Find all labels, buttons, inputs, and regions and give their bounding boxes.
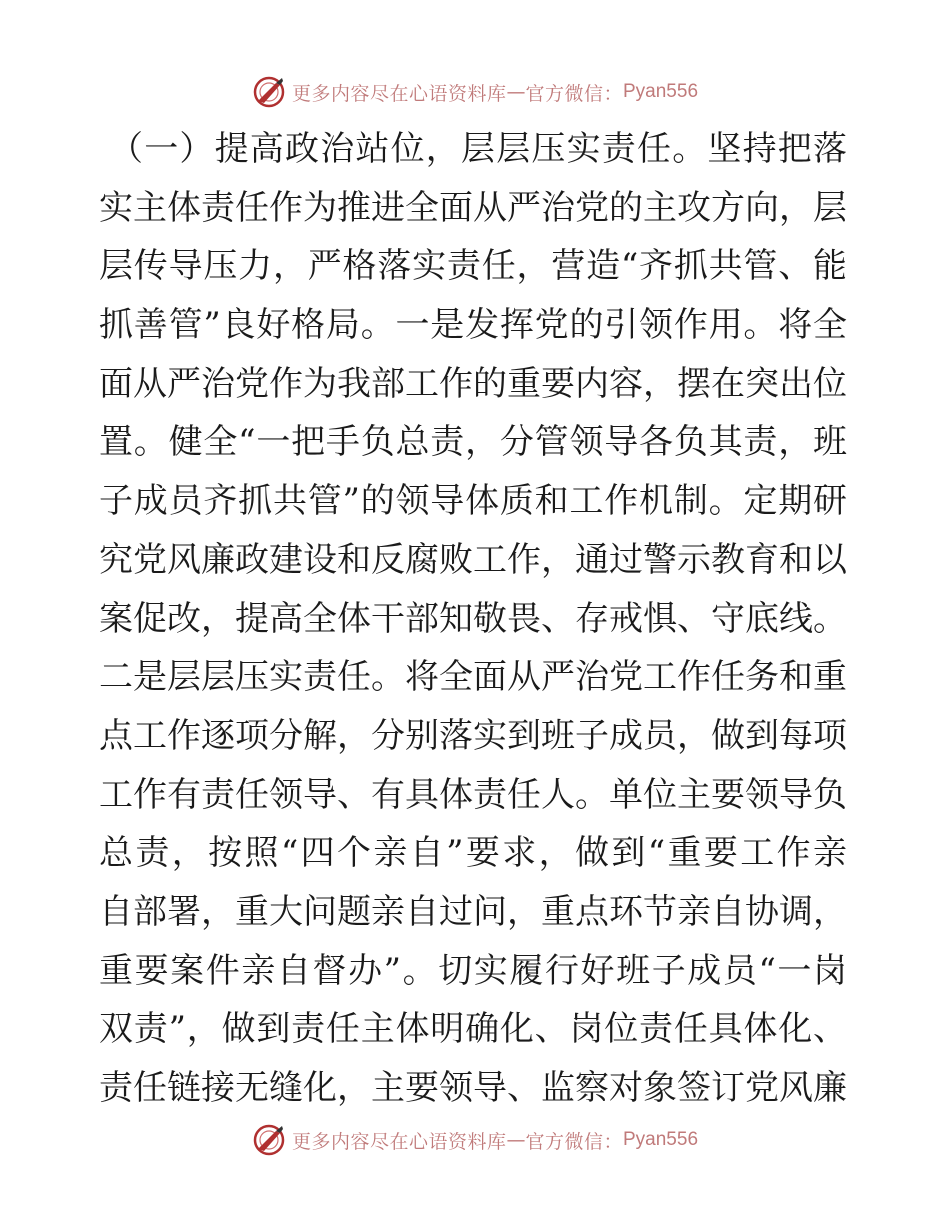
footer-contact-id: Pyan556 xyxy=(623,1129,699,1150)
header-contact-label: 官方微信： xyxy=(525,82,623,105)
footer-contact-label: 官方微信： xyxy=(525,1130,623,1153)
header-promo-text: 更多内容尽在心语资料库 xyxy=(291,82,507,105)
header-separator: — xyxy=(506,81,526,103)
header-banner xyxy=(0,72,950,112)
body-line: 自部署，重大问题亲自过问，重点环节亲自协调， xyxy=(99,891,847,932)
body-line: 工作有责任领导、有具体责任人。单位主要领导负 xyxy=(99,774,847,815)
header-banner-inner xyxy=(252,75,698,109)
body-line: 责任链接无缝化，主要领导、监察对象签订党风廉 xyxy=(99,1068,847,1108)
body-line: （一）提高政治站位，层层压实责任。坚持把落 xyxy=(109,129,847,169)
body-line: 抓善管”良好格局。一是发挥党的引领作用。将全 xyxy=(99,305,847,346)
body-line: 面从严治党作为我部工作的重要内容，摆在突出位 xyxy=(99,363,847,404)
body-line: 重要案件亲自督办”。切实履行好班子成员“一岗 xyxy=(99,950,847,991)
footer-promo-text: 更多内容尽在心语资料库 xyxy=(291,1130,507,1153)
body-line: 子成员齐抓共管”的领导体质和工作机制。定期研 xyxy=(99,481,847,522)
header-contact-id: Pyan556 xyxy=(623,81,699,102)
body-line: 实主体责任作为推进全面从严治党的主攻方向，层 xyxy=(99,187,847,228)
footer-banner-inner xyxy=(252,1123,698,1157)
pen-logo-icon xyxy=(252,1123,286,1157)
footer-banner xyxy=(0,1120,950,1160)
document-body xyxy=(99,120,847,1118)
body-line: 置。健全“一把手负总责，分管领导各负其责，班 xyxy=(99,422,847,463)
pen-logo-icon xyxy=(252,75,286,109)
footer-separator: — xyxy=(506,1129,526,1151)
body-line: 总责，按照“四个亲自”要求，做到“重要工作亲 xyxy=(99,833,847,874)
body-line: 层传导压力，严格落实责任，营造“齐抓共管、能 xyxy=(99,246,847,287)
body-line: 究党风廉政建设和反腐败工作，通过警示教育和以 xyxy=(99,539,847,580)
body-line: 案促改，提高全体干部知敬畏、存戒惧、守底线。 xyxy=(99,598,847,639)
body-line: 点工作逐项分解，分别落实到班子成员，做到每项 xyxy=(99,715,847,756)
body-line: 双责”，做到责任主体明确化、岗位责任具体化、 xyxy=(99,1009,847,1050)
body-line: 二是层层压实责任。将全面从严治党工作任务和重 xyxy=(99,657,847,698)
